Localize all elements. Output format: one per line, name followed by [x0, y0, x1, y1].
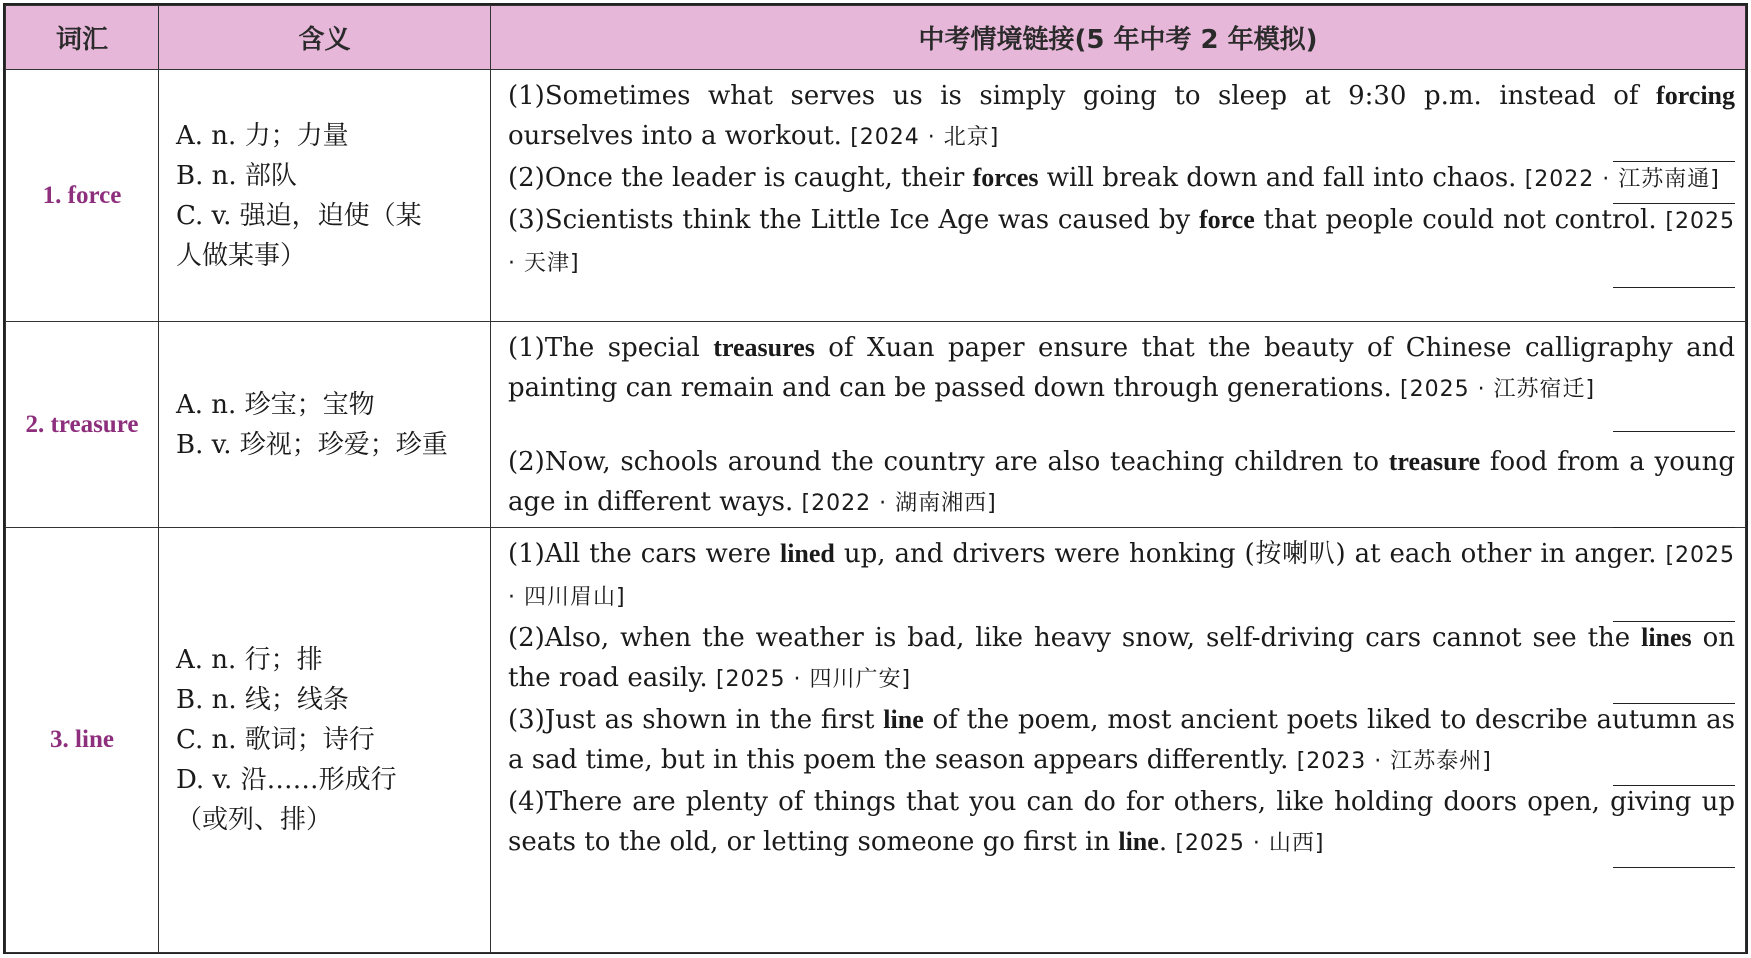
exam-source: [2024 · 北京]	[850, 125, 1000, 150]
meaning-line: 人做某事）	[176, 240, 307, 271]
exam-source: [2025 · 四川广安]	[715, 667, 912, 692]
table-row	[6, 528, 1746, 953]
highlight-word: forcing	[1656, 81, 1735, 110]
highlight-word: treasures	[713, 333, 815, 362]
highlight-word: line	[883, 705, 924, 734]
meaning-line: A. n. 行；排	[176, 645, 323, 675]
exam-source: [2023 · 江苏泰州]	[1296, 749, 1492, 774]
example-list	[491, 528, 1746, 953]
highlight-word: treasure	[1388, 447, 1481, 476]
exam-source: [2025 · 江苏宿迁]	[1400, 377, 1596, 402]
meaning-line: C. n. 歌词；诗行	[176, 725, 375, 755]
meaning-line: D. v. 沿……形成行	[176, 765, 397, 795]
vocab-word: 3. line	[6, 528, 159, 953]
example-list	[491, 70, 1746, 322]
meaning-line: A. n. 珍宝；宝物	[176, 389, 375, 420]
vocab-meanings	[159, 322, 491, 528]
meaning-line: C. v. 强迫，迫使（某	[176, 200, 422, 231]
exam-source: [2022 · 湖南湘西]	[801, 491, 997, 516]
table-row	[6, 322, 1746, 528]
highlight-word: force	[1198, 205, 1255, 234]
highlight-word: forces	[972, 163, 1039, 192]
exam-source: [2025 · 四川眉山]	[508, 543, 1736, 610]
answer-blank[interactable]	[508, 410, 1735, 442]
meaning-line: （或列、排）	[176, 805, 333, 835]
meaning-line: A. n. 力；力量	[176, 120, 349, 151]
vocab-word: 2. treasure	[6, 322, 159, 528]
vocabulary-table	[5, 5, 1746, 953]
example-sentence: (4)There are plenty of things that you can do for others, like holding doors open, giving up seats to the old, or letting someone go first in line. [2025 · 山西]	[508, 787, 1735, 857]
vocab-word: 1. force	[6, 70, 159, 322]
table-row	[6, 70, 1746, 322]
highlight-word: lined	[779, 539, 835, 568]
highlight-word: line	[1118, 827, 1159, 856]
example-sentence: (1)All the cars were lined up, and drivers were honking (按喇叭) at each other in anger. [2025 · 四川眉山]	[508, 539, 1736, 610]
example-sentence: (2)Also, when the weather is bad, like heavy snow, self-driving cars cannot see the lines on the road easily. [2025 · 四川广安]	[508, 623, 1735, 693]
exam-source: [2025 · 天津]	[508, 209, 1735, 276]
vocabulary-sheet	[3, 3, 1748, 954]
example-sentence: (2)Once the leader is caught, their forces will break down and fall into chaos. [2022 · 江苏南通]	[508, 163, 1720, 193]
exam-source: [2022 · 江苏南通]	[1524, 167, 1720, 192]
vocab-meanings	[159, 70, 491, 322]
example-sentence: (1)Sometimes what serves us is simply going to sleep at 9:30 p.m. instead of forcing ourselves into a workout. [2024 · 北京]	[508, 81, 1735, 151]
example-list	[491, 322, 1746, 528]
table-header-row	[6, 6, 1746, 70]
example-sentence: (2)Now, schools around the country are also teaching children to treasure food from a young age in different ways. [2022 · 湖南湘西]	[508, 447, 1735, 517]
header-examples: 中考情境链接(5 年中考 2 年模拟)	[491, 6, 1746, 70]
meaning-line: B. v. 珍视；珍爱；珍重	[176, 429, 448, 460]
vocab-meanings	[159, 528, 491, 953]
meaning-line: B. n. 部队	[176, 160, 297, 191]
exam-source: [2025 · 山西]	[1175, 831, 1325, 856]
example-sentence: (3)Scientists think the Little Ice Age was caused by force that people could not control. [2025 · 天津]	[508, 205, 1735, 276]
meaning-line: B. n. 线；线条	[176, 685, 349, 715]
header-word: 词汇	[6, 6, 159, 70]
header-meaning: 含义	[159, 6, 491, 70]
example-sentence: (1)The special treasures of Xuan paper ensure that the beauty of Chinese calligraphy and painting can remain and can be passed down through generations. [2025 · 江苏宿迁]	[508, 333, 1735, 403]
example-sentence: (3)Just as shown in the first line of the poem, most ancient poets liked to describe autumn as a sad time, but in this poem the season appears differently. [2023 · 江苏泰州]	[508, 705, 1735, 775]
highlight-word: lines	[1641, 623, 1692, 652]
